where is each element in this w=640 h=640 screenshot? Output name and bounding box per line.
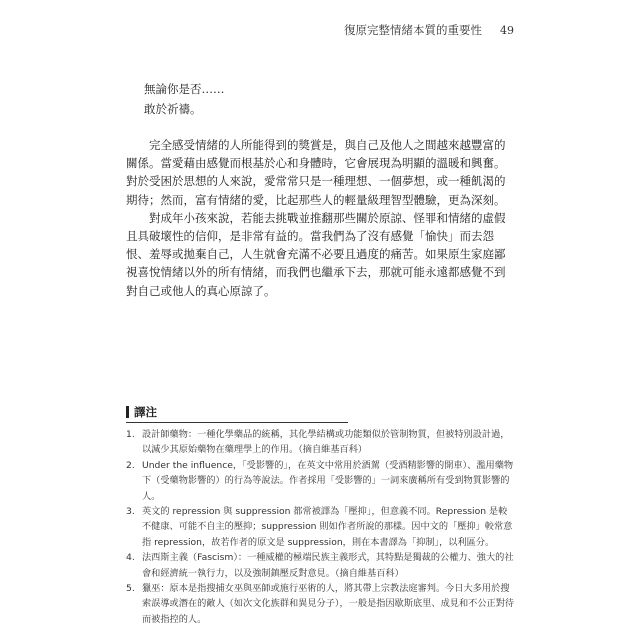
running-header [344,22,514,38]
epigraph-line-2: 敢於祈禱。 [144,102,202,116]
note-item-1 [126,427,516,458]
note-item-4 [126,550,516,581]
epigraph [144,79,225,119]
note-number: 2. [126,459,135,471]
notes-divider [126,422,348,423]
note-text: 法西斯主義（Fascism）：一種威權的極端民族主義形式，其特點是獨裁的公權力、強大的社會和經濟統一執行力，以及強制鎮壓反對意見。（摘自維基百科） [142,552,514,579]
body-paragraph-2: 對成年小孩來說，若能去挑戰並推翻那些關於原諒、怪罪和情緒的虛假且具破壞性的信仰，是非常有益的。當我們為了沒有感覺「愉快」而去怨恨、羞辱或拋棄自己，人生就會充滿不必要且過度的痛苦。如果原生家庭鄙視喜悅情緒以外的所有情緒，而我們也繼承下去，那就可能永遠都感覺不到對自己或他人的真心原諒了。 [126,210,506,298]
note-text: Under the influence，「受影響的」，在英文中常用於酒駕（受酒精影響的開車）、濫用藥物下（受藥物影響的）的行為等說法。作者採用「受影響的」一詞來廣稱所有受到物質影響的人。 [142,459,514,502]
heading-bar-icon [126,406,129,418]
note-text: 獵巫：原本是指搜捕女巫與巫師或施行巫術的人，將其帶上宗教法庭審判。今日大多用於搜索誤導或潛在的敵人（如次文化族群和異見分子），一般是指因歇斯底里、成見和不公正對待而被指控的人。 [142,583,515,625]
note-text: 設計師藥物：一種化學藥品的統稱，其化學結構或功能類似於管制物質，但被特別設計過，以減少其原始藥物在藥理學上的作用。（摘自維基百科） [142,429,510,456]
note-number: 3. [126,506,135,518]
note-item-2 [126,458,516,504]
note-item-5 [126,581,516,627]
epigraph-line-1: 無論你是否…… [144,82,225,96]
note-text: 英文的 repression 與 suppression 都常被譯為「壓抑」，但意義不同。Repression 是較不健康、可能不自主的壓抑；suppression 則如作者所說的那樣。因中文的「壓抑」較常意指 repression，故若作者的原文是 suppression，則在本書譯為「抑制」，以利區分。 [142,506,513,548]
chapter-title: 復原完整情緒本質的重要性 [344,23,482,37]
notes-heading [126,404,157,420]
note-number: 1. [126,429,135,440]
notes-list [126,427,516,627]
body-paragraph-1: 完全感受情緒的人所能得到的獎賞是，與自己及他人之間越來越豐富的關係。當愛藉由感覺而根基於心和身體時，它會展現為明顯的溫暖和興奮。對於受困於思想的人來說，愛常常只是一種理想、一個夢想，或一種飢渴的期待；然而，富有情緒的愛，比起那些人的輕量級理智型體驗，更為深刻。 [126,138,506,207]
body-text [126,136,514,300]
note-item-3 [126,504,516,550]
note-number: 4. [126,552,135,564]
note-number: 5. [126,583,135,595]
notes-heading-label: 譯注 [134,405,157,419]
page-number: 49 [500,24,514,37]
